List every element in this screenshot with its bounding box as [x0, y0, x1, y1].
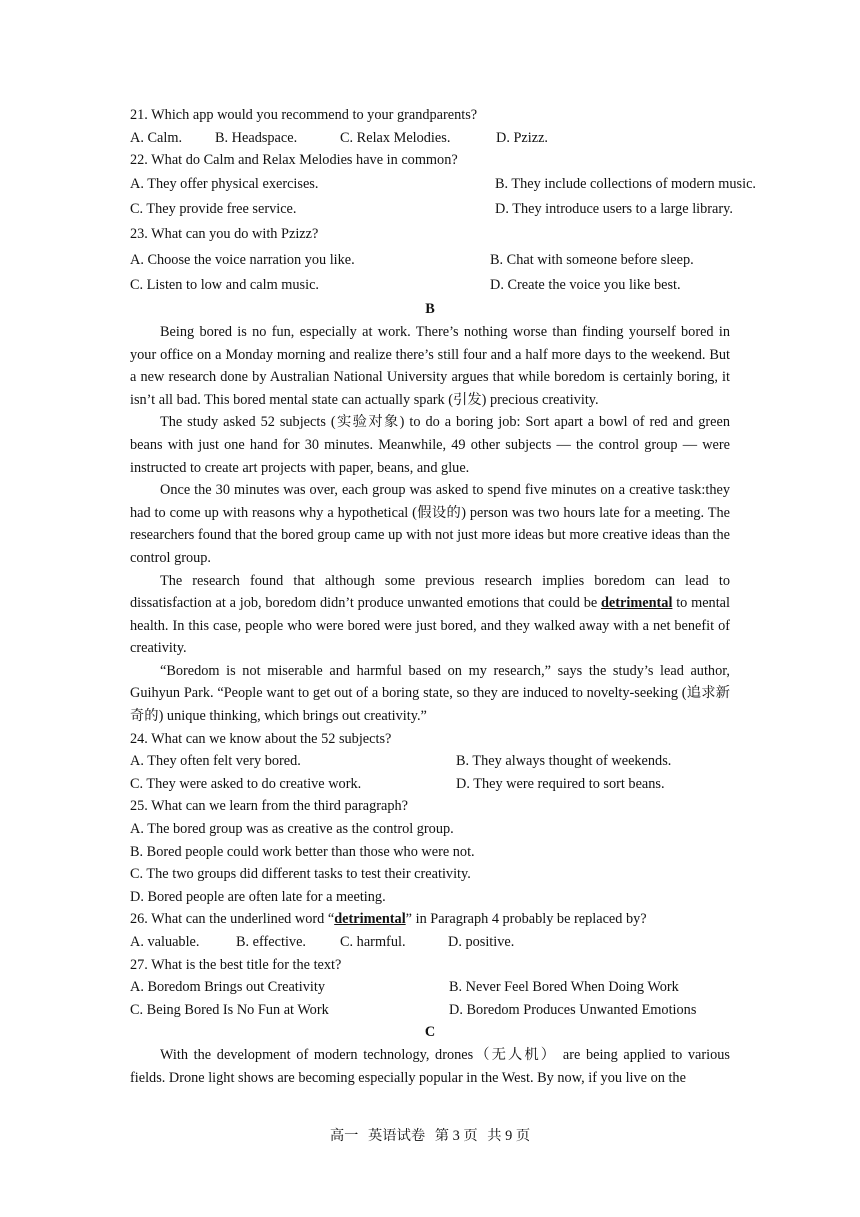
passage-b-paragraph-5: “Boredom is not miserable and harmful based on my research,” says the study’s lead author, Guihyun Park. “People want to get out of a boring state, so they are induced to novelty-seeking (追求新奇的) unique thinking, which brings out creativity.” [130, 662, 730, 725]
q26-option-b: B. effective. [236, 934, 306, 950]
q25-option-c: C. The two groups did different tasks to test their creativity. [130, 866, 471, 883]
footer-page-total: 共 9 页 [487, 1128, 531, 1144]
q21-option-b: B. Headspace. [215, 129, 298, 146]
section-b-heading: B [425, 300, 435, 317]
question-21-options [130, 127, 772, 150]
question-25-stem: 25. What can we learn from the third paragraph? [130, 798, 409, 815]
q26-underlined-word: detrimental [334, 911, 406, 928]
q26-stem-before: 26. What can the underlined word “ [130, 911, 335, 928]
passage-b-paragraph-2: The study asked 52 subjects (实验对象) to do a boring job: Sort apart a bowl of red and green beans with just one hand for 30 minutes. Meanwhile, 49 other subjects — the control group — were instructed to create art projects with paper, beans, and glue. [130, 414, 730, 476]
footer-subject: 英语试卷 [368, 1128, 426, 1144]
exam-page [130, 104, 772, 1090]
p4-text-after: to mental health. In this case, people who were bored were just bored, and they walked away with a net benefit of creativity. [130, 595, 730, 657]
question-22-row1 [130, 172, 772, 197]
question-21-stem: 21. Which app would you recommend to your grandparents? [130, 107, 478, 123]
passage-b-paragraph-1: Being bored is no fun, especially at work. There’s nothing worse than finding yourself bored in your office on a Monday morning and realize there’s still four and a half more days to the weekend. But a new research done by Australian National University argues that while boredom is certainly boring, it isn’t all bad. This bored mental state can actually spark (引发) precious creativity. [130, 323, 730, 408]
q27-option-c: C. Being Bored Is No Fun at Work [130, 1001, 329, 1018]
q27-option-a: A. Boredom Brings out Creativity [130, 979, 325, 996]
question-23-stem: 23. What can you do with Pzizz? [130, 226, 319, 243]
q22-option-a: A. They offer physical exercises. [130, 175, 319, 192]
passage-b-paragraph-4 [130, 570, 730, 660]
underlined-word-detrimental: detrimental [600, 595, 673, 612]
footer-grade: 高一 [329, 1128, 359, 1144]
q21-option-d: D. Pzizz. [496, 129, 549, 146]
q24-option-a: A. They often felt very bored. [130, 753, 301, 770]
section-c-heading: C [424, 1024, 436, 1041]
question-23-row1 [130, 248, 772, 273]
question-27-row2 [130, 999, 772, 1022]
q25-option-a: A. The bored group was as creative as the control group. [130, 821, 454, 838]
question-26-stem [130, 908, 772, 931]
q23-option-d: D. Create the voice you like best. [490, 277, 681, 294]
q22-option-c: C. They provide free service. [130, 200, 297, 217]
q21-option-c: C. Relax Melodies. [340, 129, 451, 146]
question-24-row1 [130, 750, 772, 773]
q26-stem-after: ” in Paragraph 4 probably be replaced by? [405, 911, 647, 928]
q26-option-d: D. positive. [448, 934, 515, 950]
q23-option-b: B. Chat with someone before sleep. [490, 252, 694, 269]
question-27-stem: 27. What is the best title for the text? [130, 956, 342, 973]
q27-option-d: D. Boredom Produces Unwanted Emotions [449, 1001, 697, 1018]
q23-option-a: A. Choose the voice narration you like. [130, 252, 355, 269]
q24-option-c: C. They were asked to do creative work. [130, 775, 362, 792]
q26-option-c: C. harmful. [340, 934, 406, 950]
question-26-options [130, 931, 772, 954]
q21-option-a: A. Calm. [130, 129, 183, 146]
question-23-row2 [130, 273, 772, 298]
q23-option-c: C. Listen to low and calm music. [130, 277, 320, 294]
p4-text-before: The research found that although some previous research implies boredom can lead to dissatisfaction at a job, boredom didn’t produce unwanted emotions that could be [130, 572, 730, 612]
question-22-stem: 22. What do Calm and Relax Melodies have in common? [130, 152, 458, 169]
question-22-row2 [130, 197, 772, 222]
q27-option-b: B. Never Feel Bored When Doing Work [449, 979, 679, 996]
question-24-row2 [130, 773, 772, 796]
q22-option-b: B. They include collections of modern music. [495, 175, 756, 192]
q22-option-d: D. They introduce users to a large library. [495, 200, 733, 217]
q25-option-b: B. Bored people could work better than those who were not. [130, 843, 475, 860]
footer-page-number: 第 3 页 [434, 1128, 478, 1144]
page-footer [0, 1125, 860, 1145]
question-27-row1 [130, 976, 772, 999]
q25-option-d: D. Bored people are often late for a meeting. [130, 888, 386, 905]
passage-b-paragraph-3: Once the 30 minutes was over, each group was asked to spend five minutes on a creative task:they had to come up with reasons why a hypothetical (假设的) person was two hours late for a meeting. The researchers found that the bored group came up with not just more ideas but more creative ideas than the control group. [130, 482, 730, 566]
question-24-stem: 24. What can we know about the 52 subjects? [130, 730, 392, 747]
passage-c-paragraph-1: With the development of modern technology, drones（无人机） are being applied to various fields. Drone light shows are becoming especially popular in the West. By now, if you live on the [130, 1047, 730, 1086]
q24-option-d: D. They were required to sort beans. [456, 775, 665, 792]
q24-option-b: B. They always thought of weekends. [456, 753, 672, 770]
q26-option-a: A. valuable. [130, 934, 200, 950]
